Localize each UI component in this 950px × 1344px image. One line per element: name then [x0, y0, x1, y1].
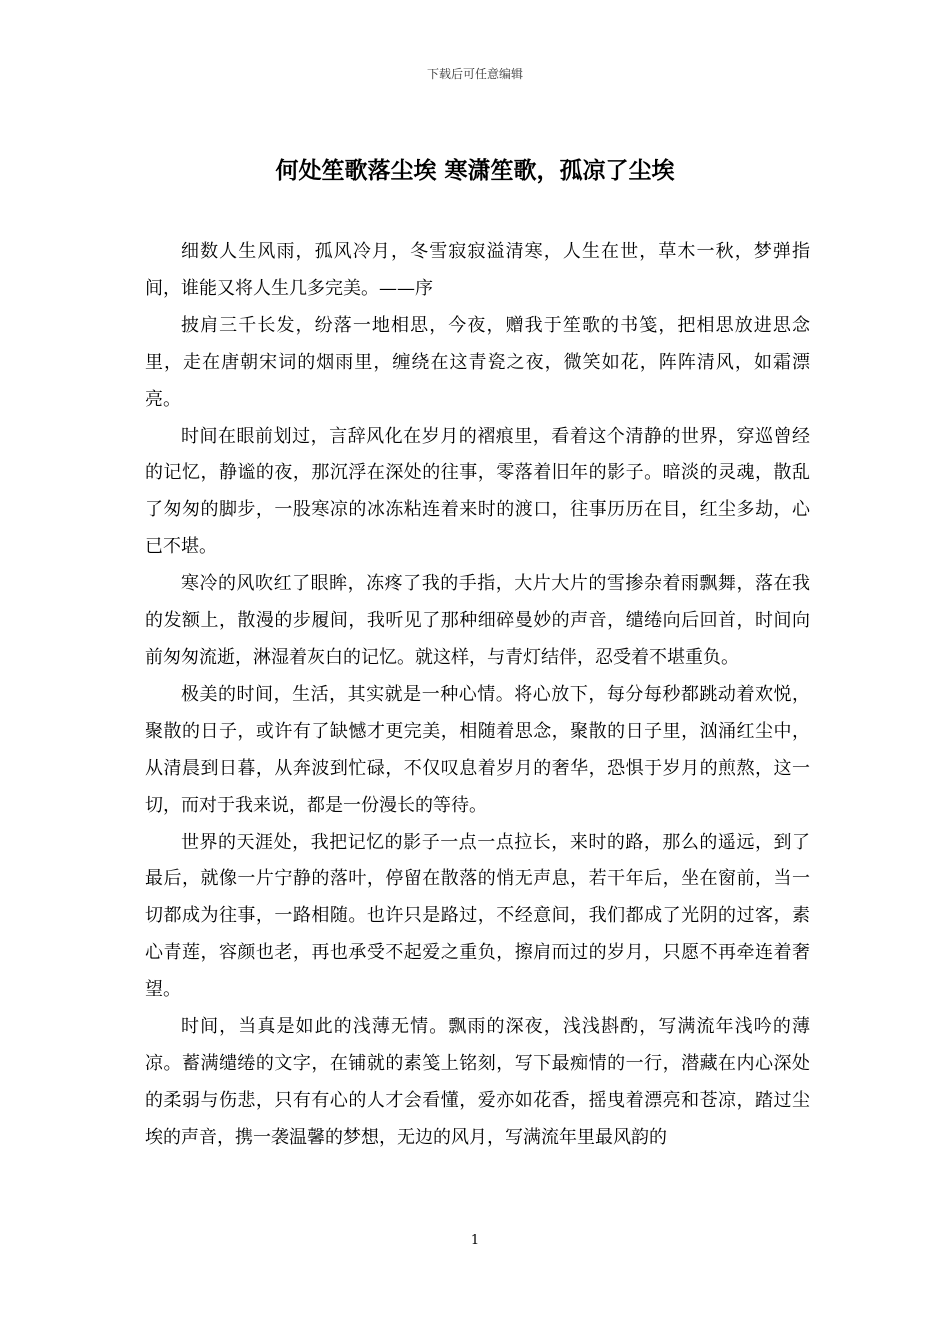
paragraph: 细数人生风雨，孤风冷月，冬雪寂寂溢清寒，人生在世，草木一秋，梦弹指间，谁能又将人生几多完美。——序 [145, 241, 810, 299]
paragraph: 披肩三千长发，纷落一地相思，今夜，赠我于笙歌的书笺，把相思放进思念里，走在唐朝宋词的烟雨里，缠绕在这青瓷之夜，微笑如花，阵阵清风，如霜漂亮。 [145, 314, 810, 410]
page-number: 1 [470, 1233, 480, 1248]
document-body [145, 234, 810, 1157]
paragraph: 时间，当真是如此的浅薄无情。飘雨的深夜，浅浅斟酌，写满流年浅吟的薄凉。蓄满缱绻的文字，在铺就的素笺上铭刻，写下最痴情的一行，潜藏在内心深处的柔弱与伤悲，只有有心的人才会看懂，爱亦如花香，摇曳着漂亮和苍凉，踏过尘埃的声音，携一袭温馨的梦想，无边的风月，写满流年里最风韵的 [145, 1016, 810, 1148]
paragraph: 极美的时间，生活，其实就是一种心情。将心放下，每分每秒都跳动着欢悦，聚散的日子，或许有了缺憾才更完美，相随着思念，聚散的日子里，汹涌红尘中，从清晨到日暮，从奔波到忙碌，不仅叹息着岁月的奢华，恐惧于岁月的煎熬，这一切，而对于我来说，都是一份漫长的等待。 [145, 683, 810, 816]
document-title: 何处笙歌落尘埃 寒潇笙歌，孤凉了尘埃 [275, 157, 675, 184]
paragraph: 时间在眼前划过，言辞风化在岁月的褶痕里，看着这个清静的世界，穿巡曾经的记忆，静谧的夜，那沉浮在深处的往事，零落着旧年的影子。暗淡的灵魂，散乱了匆匆的脚步，一股寒凉的冰冻粘连着来时的渡口，往事历历在目，红尘多劫，心已不堪。 [145, 425, 810, 558]
paragraph: 世界的天涯处，我把记忆的影子一点一点拉长，来时的路，那么的遥远，到了最后，就像一片宁静的落叶，停留在散落的悄无声息，若干年后，坐在窗前，当一切都成为往事，一路相随。也许只是路过，不经意间，我们都成了光阴的过客，素心青莲，容颜也老，再也承受不起爱之重负，擦肩而过的岁月，只愿不再牵连着奢望。 [145, 831, 810, 1001]
header-note: 下载后可任意编辑 [426, 67, 523, 81]
paragraph: 寒冷的风吹红了眼眸，冻疼了我的手指，大片大片的雪掺杂着雨飘舞，落在我的发额上，散漫的步履间，我听见了那种细碎曼妙的声音，缱绻向后回首，时间向前匆匆流逝，淋湿着灰白的记忆。就这样，与青灯结伴，忍受着不堪重负。 [145, 573, 810, 668]
